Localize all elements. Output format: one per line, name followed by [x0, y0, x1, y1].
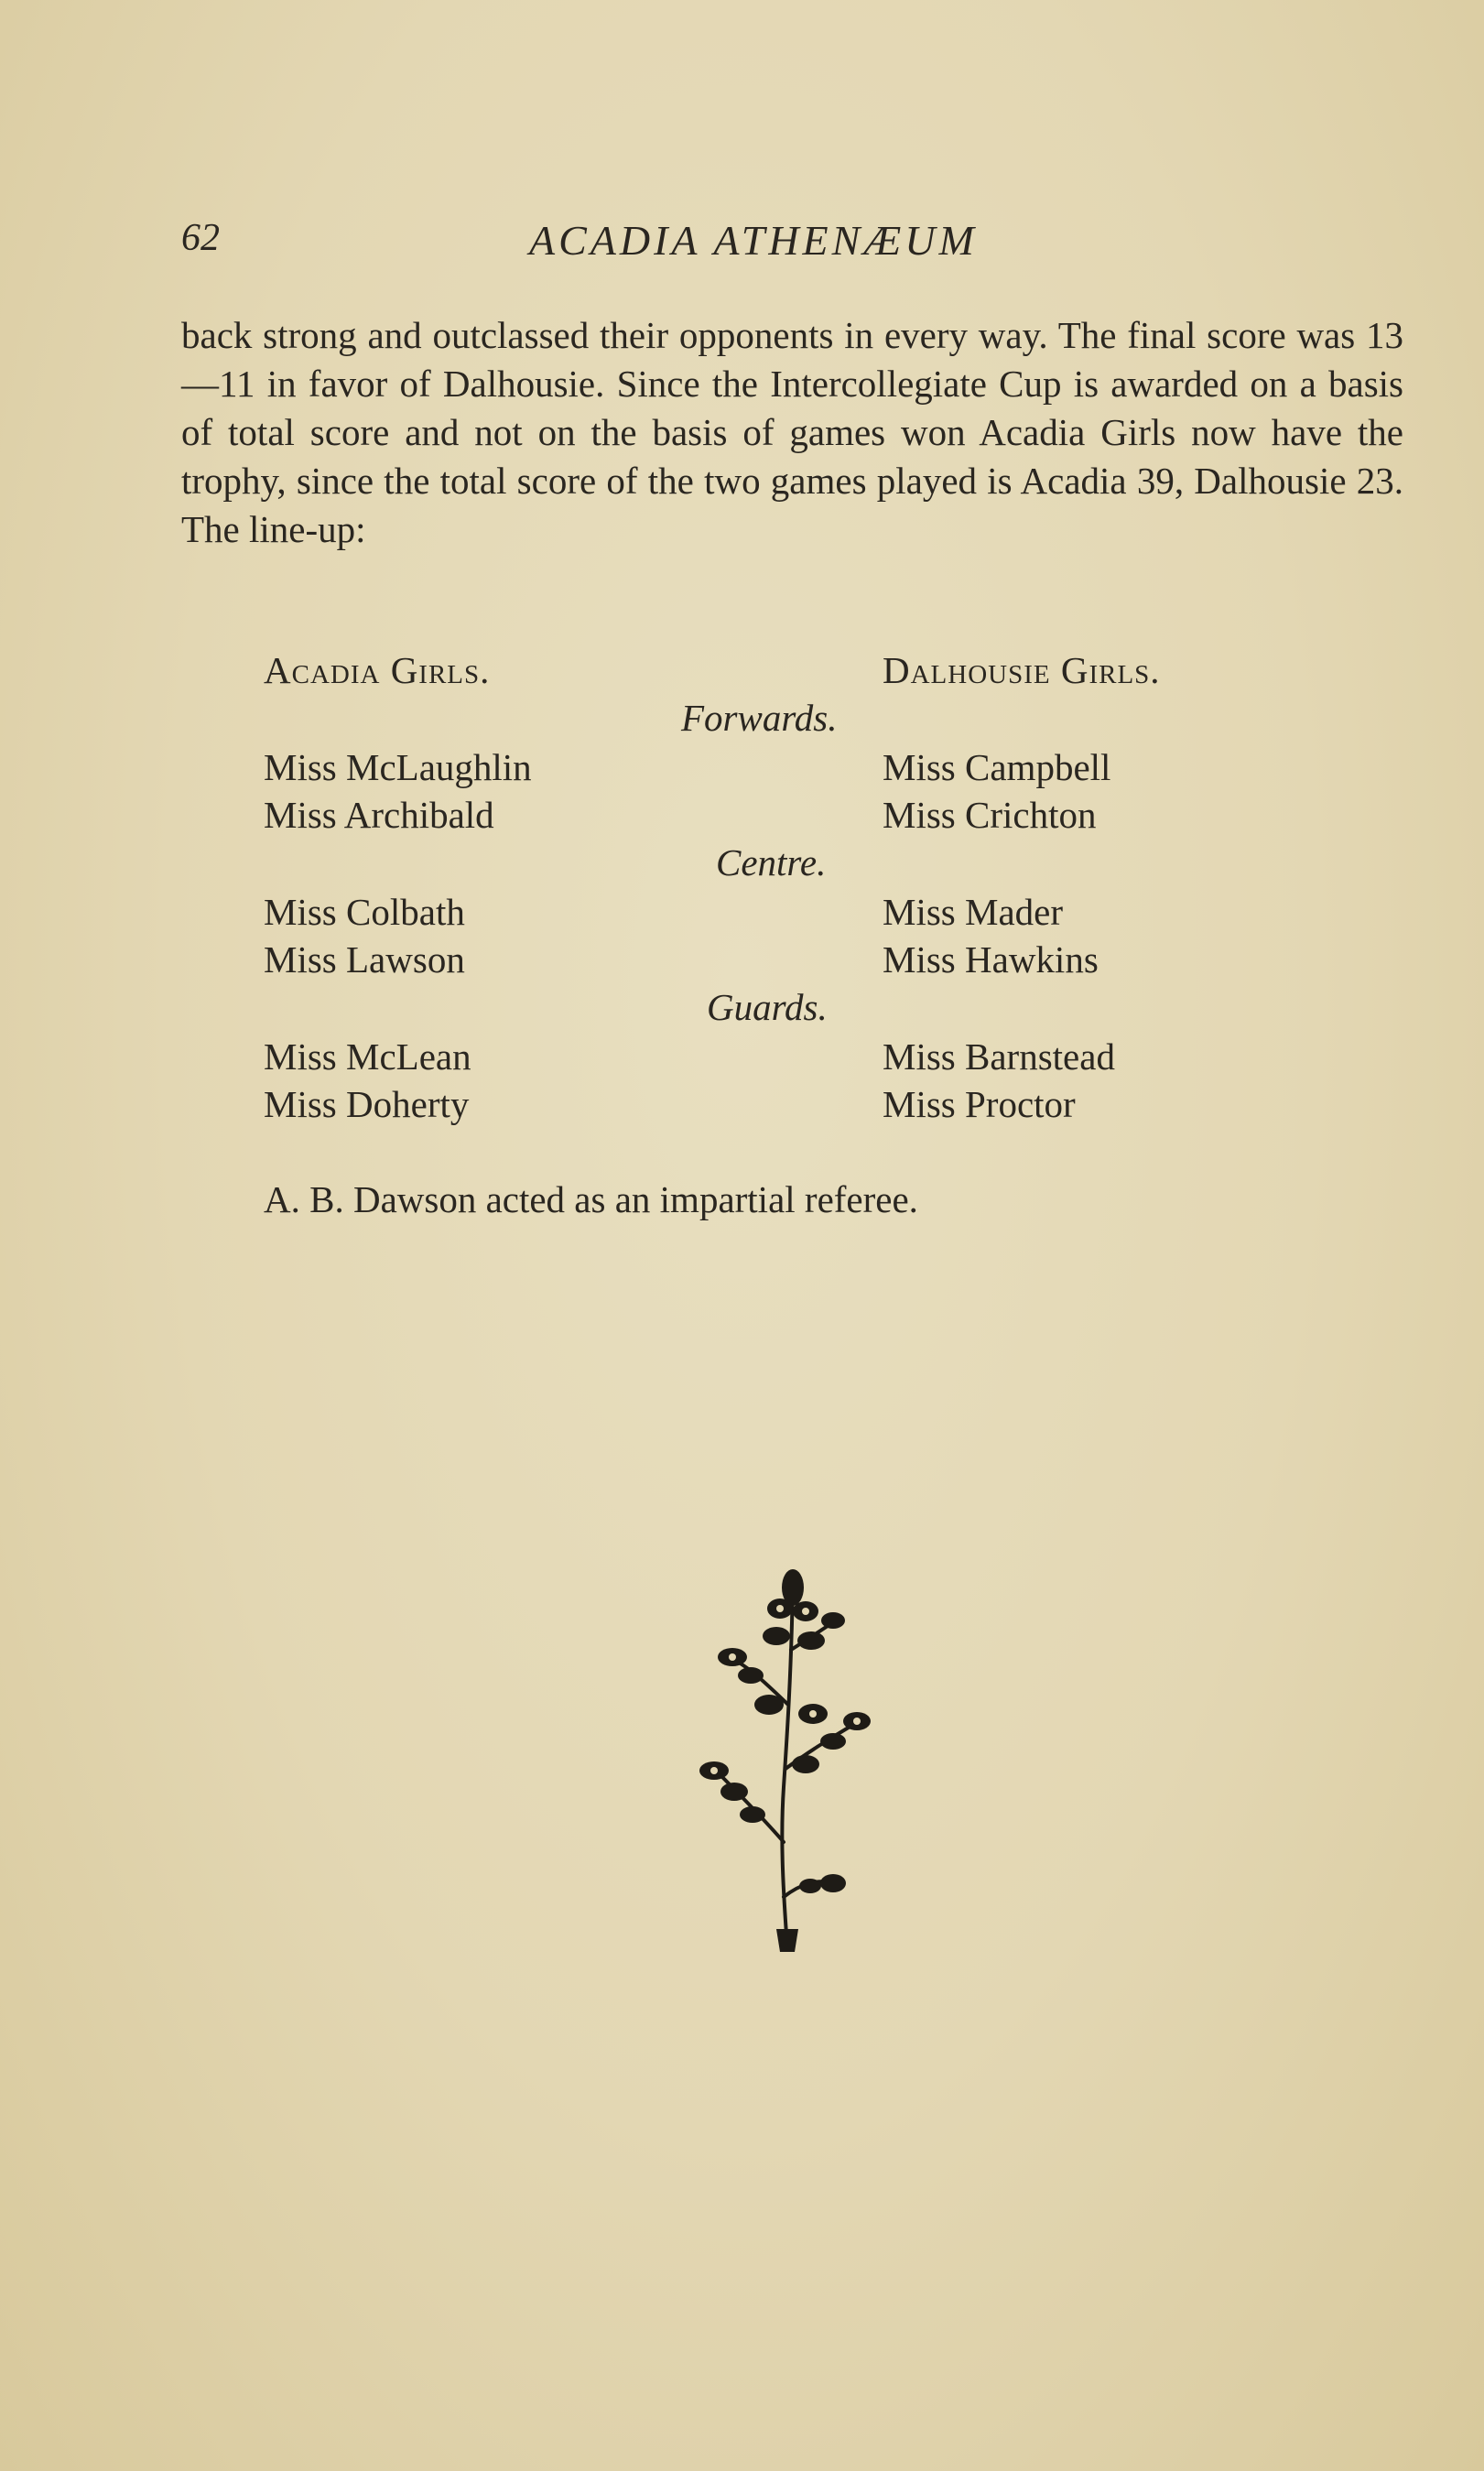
dalhousie-player: Miss Mader: [883, 891, 1064, 933]
acadia-heading: Acadia Girls.: [264, 649, 491, 691]
position-label-guards: Guards.: [707, 986, 828, 1028]
acadia-player: Miss Colbath: [264, 891, 465, 933]
body-paragraph: back strong and outclassed their opponents in every way. The final score was 13—11 in favor of Dalhousie. Since the Intercollegiate Cup is awarded on a basis of total score and not on the basis of games won Acadia Girls now have the trophy, since the total score of the two games played is Acadia 39, Dalhousie 23. The line-up:: [181, 314, 1403, 550]
running-title: ACADIA ATHENÆUM: [529, 217, 978, 264]
acadia-player: Miss Archibald: [264, 794, 494, 836]
position-label-forwards: Forwards.: [681, 697, 838, 739]
acadia-player: Miss Lawson: [264, 938, 465, 981]
acadia-player: Miss Doherty: [264, 1083, 470, 1125]
page-header: [181, 216, 1403, 267]
dalhousie-player: Miss Campbell: [883, 746, 1111, 788]
dalhousie-heading: Dalhousie Girls.: [883, 649, 1161, 691]
page-number: 62: [181, 217, 220, 259]
dalhousie-player: Miss Hawkins: [883, 938, 1099, 981]
flower-sprig-icon: [696, 1567, 879, 1952]
dalhousie-player: Miss Proctor: [883, 1083, 1076, 1125]
dalhousie-player: Miss Crichton: [883, 794, 1097, 836]
acadia-player: Miss McLean: [264, 1035, 471, 1078]
acadia-player: Miss McLaughlin: [264, 746, 532, 788]
dalhousie-player: Miss Barnstead: [883, 1035, 1115, 1078]
referee-note: A. B. Dawson acted as an impartial referee.: [264, 1178, 918, 1220]
position-label-centre: Centre.: [716, 841, 827, 883]
